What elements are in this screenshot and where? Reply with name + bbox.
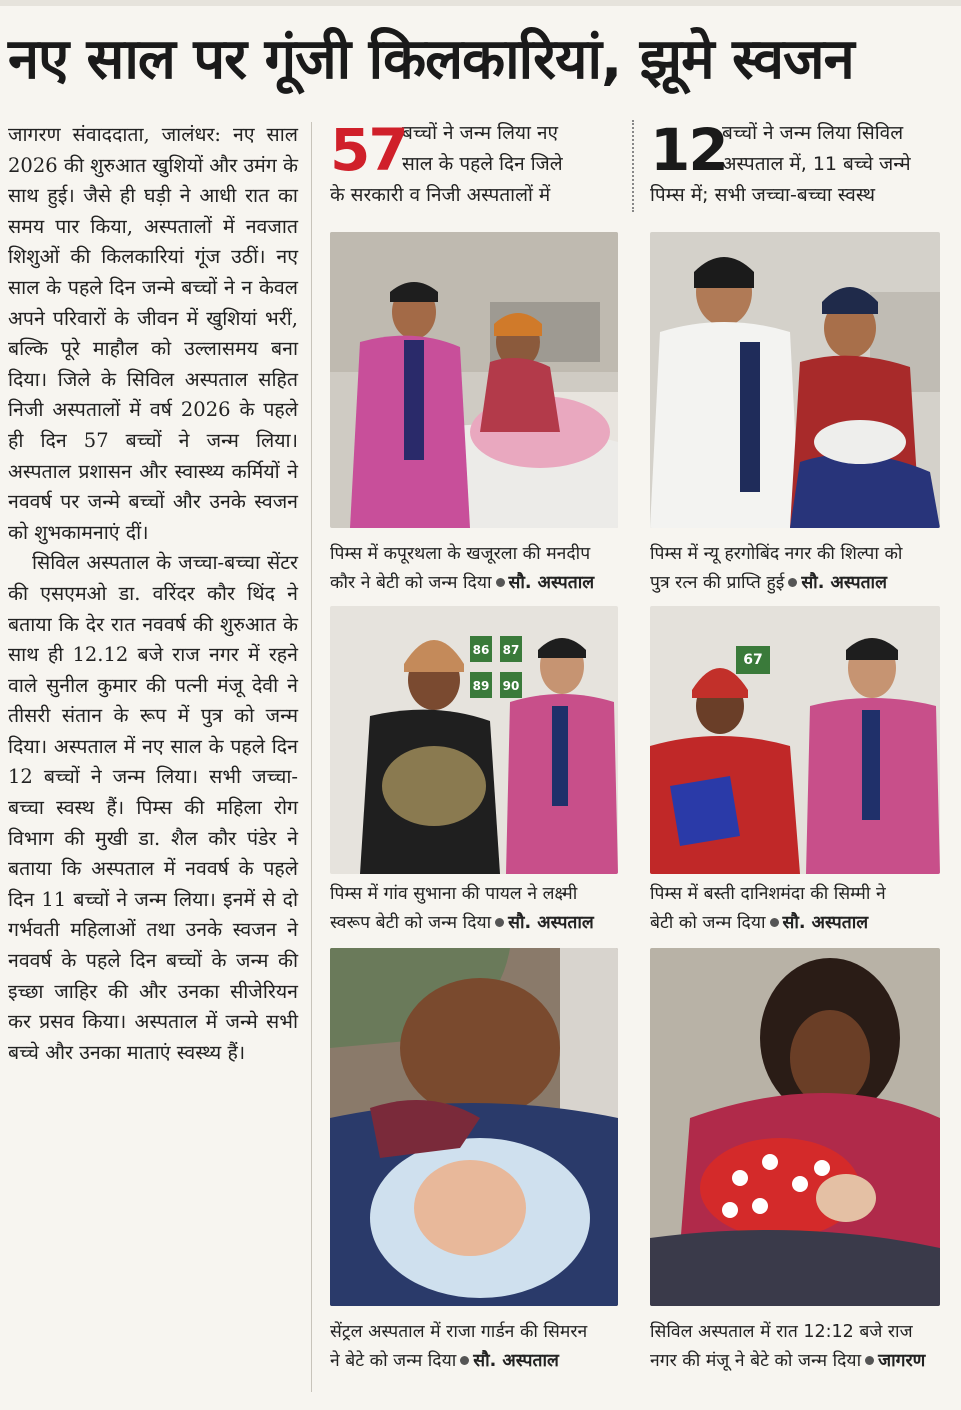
caption-line: कौर ने बेटी को जन्म दिया [330,573,492,593]
stat-line: के सरकारी व निजी अस्पतालों में [330,184,551,206]
bullet-icon [460,1356,469,1365]
bullet-icon [495,918,504,927]
caption-photo-6 [650,1318,955,1376]
ward-number: 87 [502,643,520,657]
photo-manju [650,948,940,1306]
photo-shilpa [650,232,940,528]
bullet-icon [770,918,779,927]
stat-number: 12 [650,116,727,184]
photo-image [330,606,618,874]
photo-credit: सौ. अस्पताल [508,913,594,933]
stat-line: बच्चों ने जन्म लिया सिविल [722,122,904,144]
stat-line: पिम्स में; सभी जच्चा-बच्चा स्वस्थ [650,184,875,206]
ward-number: 90 [502,679,520,693]
caption-photo-5 [330,1318,630,1376]
photo-image [650,232,940,528]
photo-credit: सौ. अस्पताल [473,1351,559,1371]
photo-credit: सौ. अस्पताल [508,573,595,593]
photo-image [650,948,940,1306]
photo-simmi [650,606,940,874]
article-paragraph: जागरण संवाददाता, जालंधर: नए साल 2026 की शुरुआत खुशियों और उमंग के साथ हुई। जैसे ही घड़ी ने आधी रात का समय पार किया, अस्पतालों में नवजात शिशुओं की किलकारियां गूंज उठीं। नए साल के पहले दिन जन्मे बच्चों ने न केवल अपने परिवारों के जीवन में खुशियां भरीं, बल्कि पूरे माहौल को उल्लासमय बना दिया। जिले के सिविल अस्पताल सहित निजी अस्पतालों में वर्ष 2026 के पहले ही दिन 57 बच्चों ने जन्म लिया। अस्पताल प्रशासन और स्वास्थ्य कर्मियों ने नववर्ष पर जन्मे बच्चों और उनके स्वजन को शुभकामनाएं दीं। [8,123,298,544]
caption-line: पुत्र रत्न की प्राप्ति हुई [650,573,785,593]
photo-credit: जागरण [878,1351,926,1371]
ward-number: 67 [743,652,763,668]
stat-line: बच्चों ने जन्म लिया नए [402,122,558,144]
photo-simran [330,948,618,1306]
caption-photo-2 [650,540,955,598]
caption-line: पिम्स में न्यू हरगोबिंद नगर की शिल्पा को [650,544,903,564]
caption-line: पिम्स में कपूरथला के खजूरला की मनदीप [330,544,591,564]
photo-credit: सौ. अस्पताल [782,913,869,933]
bullet-icon [788,578,797,587]
caption-line: पिम्स में गांव सुभाना की पायल ने लक्ष्मी [330,884,578,904]
ward-number: 86 [472,643,490,657]
stat-divider [632,120,634,212]
photo-image [330,232,618,528]
article-paragraph: सिविल अस्पताल के जच्चा-बच्चा सेंटर की एसएमओ डा. वरिंदर कौर थिंद ने बताया कि देर रात नववर्ष की शुरुआत के साथ ही 12.12 बजे राज नगर में रहने वाले सुनील कुमार की पत्नी मंजू देवी ने तीसरी संतान के रूप में पुत्र को जन्म दिया। अस्पताल में नए साल के पहले दिन 12 बच्चों ने जन्म लिया। सभी जच्चा-बच्चा स्वस्थ हैं। पिम्स की महिला रोग विभाग की मुखी डा. शैल कौर पंडेर ने बताया कि अस्पताल में नववर्ष के पहले दिन 11 बच्चों ने जन्म लिया। इनमें से दो गर्भवती महिलाओं तथा उनके स्वजन ने नववर्ष के पहले दिन बच्चों के जन्म की इच्छा जाहिर की और उनका सीजेरियन कर प्रसव किया। अस्पताल में जन्मे सभी बच्चे और उनका माताएं स्वस्थ्य हैं। [8,551,298,1064]
stat-box-57 [330,118,626,211]
caption-line: स्वरूप बेटी को जन्म दिया [330,913,492,933]
stat-box-12 [650,118,950,211]
stat-line: अस्पताल में, 11 बच्चे जन्मे [722,153,911,175]
photo-image [330,948,618,1306]
headline: नए साल पर गूंजी किलकारियां, झूमे स्वजन [8,27,854,92]
photo-mandeep-kaur [330,232,618,528]
photo-credit: सौ. अस्पताल [801,573,887,593]
stat-number: 57 [330,116,407,184]
ward-number: 89 [472,679,490,693]
column-divider [311,122,312,1392]
caption-line: सिविल अस्पताल में रात 12:12 बजे राज [650,1322,913,1342]
article-body [8,120,298,1068]
top-rule [0,0,961,6]
stat-line: साल के पहले दिन जिले [402,153,563,175]
bullet-icon [865,1356,874,1365]
bullet-icon [496,578,505,587]
photo-image [650,606,940,874]
caption-photo-3 [330,880,630,938]
caption-line: पिम्स में बस्ती दानिशमंदा की सिम्मी ने [650,884,886,904]
caption-photo-4 [650,880,955,938]
photo-payal [330,606,618,874]
caption-line: नगर की मंजू ने बेटे को जन्म दिया [650,1351,862,1371]
caption-line: ने बेटे को जन्म दिया [330,1351,457,1371]
caption-line: सेंट्रल अस्पताल में राजा गार्डन की सिमरन [330,1322,588,1342]
caption-photo-1 [330,540,630,598]
caption-line: बेटी को जन्म दिया [650,913,766,933]
